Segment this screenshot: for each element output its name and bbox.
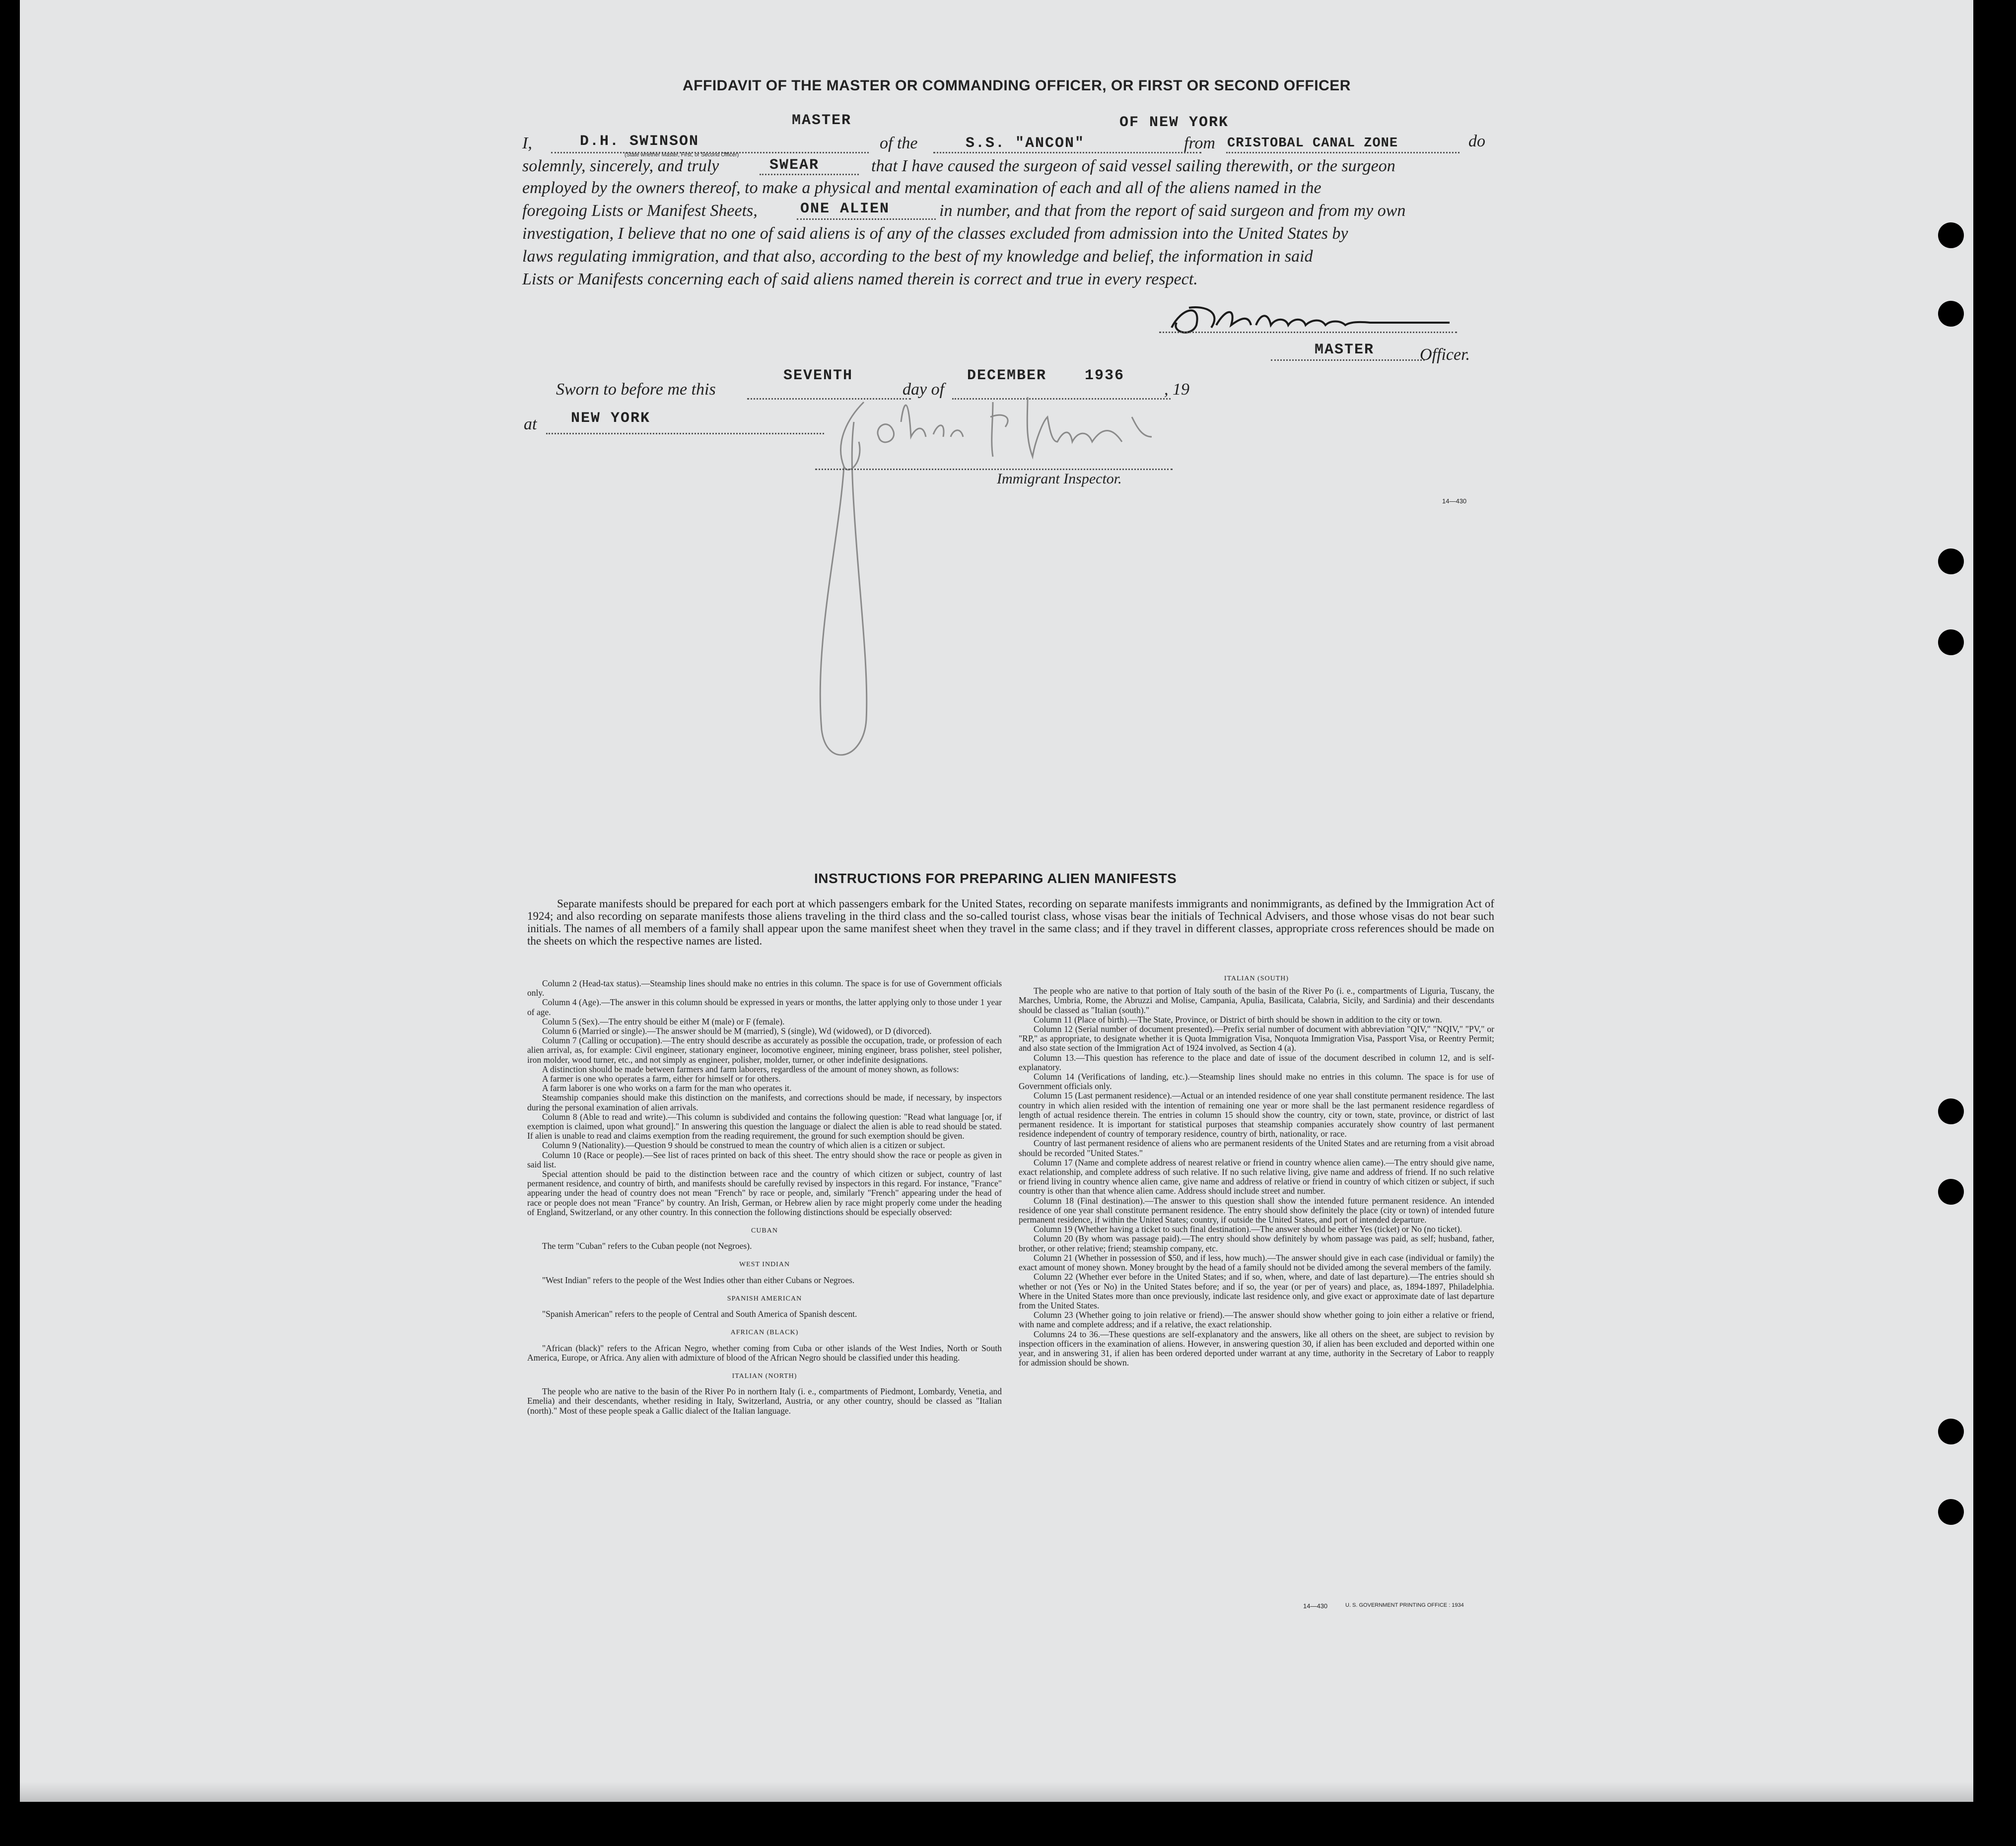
- african-text: "African (black)" refers to the African Negro, whether coming from Cuba or other islands of the West Indies, North or South America, Europe, or Africa. Any alien with admixture of blood of the African Negro should be classified under this heading.: [527, 1343, 1002, 1363]
- from-line: [1226, 152, 1460, 153]
- right-paragraph: Column 20 (By whom was passage paid).—The entry should show definitely by whom passage was paid, as self; husband, father, brother, or other relative; friend; steamship company, etc.: [1019, 1233, 1494, 1253]
- binder-hole: [1938, 548, 1964, 574]
- binder-hole: [1938, 301, 1964, 327]
- left-paragraph: Steamship companies should make this distinction on the manifests, and corrections should be made, if necessary, by inspectors during the personal examination of alien arrivals.: [527, 1093, 1002, 1112]
- right-paragraph: Column 12 (Serial number of document presented).—Prefix serial number of document with abbreviation "QIV," "NQIV," "PV," or "RP," as appropriate, to designate whether it is Quota Immigration Visa, Nonquota Immigration Visa, Passport Visa, or Reentry Permit; and also state section of the Immigration Act of 1924 involved, as Section 4 (a).: [1019, 1024, 1494, 1053]
- word-at: at: [524, 415, 537, 433]
- right-paragraph: Column 18 (Final destination).—The answer to this question shall show the intended future permanent residence. An intended residence of one year shall constitute permanent residence. The entry should show definitely the place (city or town) of intended future permanent residence, if within the United States; country, if outside the United States, and port of intended departure.: [1019, 1195, 1494, 1225]
- typed-day: SEVENTH: [783, 367, 853, 384]
- affidavit-title: AFFIDAVIT OF THE MASTER OR COMMANDING OFFICER, OR FIRST OR SECOND OFFICER: [683, 77, 1351, 94]
- word-19: , 19: [1164, 380, 1189, 399]
- small-note: (State whether Master, First, or Second Officer): [625, 152, 739, 158]
- inspector-line: [815, 469, 1173, 470]
- word-from: from: [1184, 134, 1215, 152]
- affidavit-text-3b: in number, and that from the report of said surgeon and from my own: [939, 202, 1406, 220]
- typed-vessel: S.S. "ANCON": [966, 135, 1085, 152]
- typed-oath: SWEAR: [769, 157, 820, 174]
- rank-line: [1271, 359, 1425, 361]
- spanish-american-text: "Spanish American" refers to the people of Central and South America of Spanish descent.: [542, 1309, 857, 1319]
- place-line: [546, 433, 824, 434]
- word-sworn: Sworn to before me this: [556, 380, 716, 399]
- spanish-american-heading: SPANISH AMERICAN: [727, 1295, 802, 1302]
- right-paragraph: Column 11 (Place of birth).—The State, Province, or District of birth should be shown in addition to the city or town.: [1034, 1014, 1442, 1025]
- word-i: I,: [522, 134, 532, 152]
- left-paragraph: Column 9 (Nationality).—Question 9 should be construed to mean the country of which alien is a citizen or subject.: [542, 1140, 945, 1151]
- left-paragraph: Special attention should be paid to the distinction between race and the country of which citizen or subject, country of last permanent residence, and country of birth, and manifests should be carefully revised by inspectors in this regard. For instance, "France" appearing under the head of country does not mean "French" by race or people, and, similarly "French" appearing under the head of race or people does not mean "France" by country. An Irish, German, or Hebrew alien by race might properly come under the heading of England, Switzerland, or any other country. In this connection the following distinctions should be especially observed:: [527, 1169, 1002, 1217]
- italian-south-heading: ITALIAN (SOUTH): [1224, 975, 1289, 982]
- right-paragraph: Column 19 (Whether having a ticket to such final destination).—The answer should be either Yes (ticket) or No (no ticket).: [1034, 1224, 1462, 1234]
- count-line: [797, 218, 936, 220]
- oath-line: [760, 174, 859, 175]
- affidavit-text-1: that I have caused the surgeon of said vessel sailing therewith, or the surgeon: [871, 157, 1395, 175]
- typed-month: DECEMBER: [967, 367, 1047, 384]
- manifest-sheet: [20, 0, 1973, 1787]
- binder-hole: [1938, 629, 1964, 655]
- typed-from: CRISTOBAL CANAL ZONE: [1227, 136, 1398, 151]
- word-day-of: day of: [903, 380, 945, 399]
- left-paragraph: Column 10 (Race or people).—See list of races printed on back of this sheet. The entry should show the race or people as given in said list.: [527, 1150, 1002, 1169]
- affidavit-line-4: investigation, I believe that no one of said aliens is of any of the classes excluded from admission into the United States by: [522, 224, 1348, 243]
- form-number: 14—430: [1442, 497, 1467, 505]
- binder-hole: [1938, 222, 1964, 248]
- right-paragraph: Column 13.—This question has reference to the place and date of issue of the document described in column 12, and is self-explanatory.: [1019, 1052, 1494, 1072]
- word-solemnly: solemnly, sincerely, and truly: [522, 157, 719, 175]
- master-signature: [1162, 298, 1455, 342]
- left-paragraph: Column 6 (Married or single).—The answer should be M (married), S (single), Wd (widowed), or D (divorced).: [542, 1026, 932, 1036]
- word-of-the: of the: [880, 134, 918, 152]
- footer-form-number: 14—430: [1303, 1602, 1328, 1610]
- typed-port: OF NEW YORK: [1119, 114, 1229, 131]
- binder-hole: [1938, 1179, 1964, 1205]
- left-paragraph: A distinction should be made between farmers and farm laborers, regardless of the amount of money shown, as follows:: [542, 1064, 959, 1074]
- affidavit-line-6: Lists or Manifests concerning each of said aliens named therein is correct and true in every respect.: [522, 270, 1198, 288]
- left-paragraph: Column 4 (Age).—The answer in this column should be expressed in years or months, the latter applying only to those under 1 year of age.: [527, 997, 1002, 1017]
- footer-printer: U. S. GOVERNMENT PRINTING OFFICE : 1934: [1345, 1602, 1464, 1608]
- word-do: do: [1468, 132, 1485, 150]
- cuban-text: The term "Cuban" refers to the Cuban people (not Negroes).: [542, 1241, 752, 1251]
- sheet-bottom-edge: [20, 1782, 1973, 1802]
- word-inspector: Immigrant Inspector.: [997, 471, 1122, 487]
- binder-hole: [1938, 1419, 1964, 1444]
- cuban-heading: CUBAN: [751, 1227, 778, 1235]
- african-heading: AFRICAN (BLACK): [730, 1329, 799, 1337]
- left-paragraph: A farmer is one who operates a farm, either for himself or for others.: [542, 1074, 781, 1084]
- typed-signer-rank: MASTER: [1315, 342, 1375, 358]
- right-paragraph: Column 14 (Verifications of landing, etc.).—Steamship lines should make no entries in this column. The space is for use of Government officials only.: [1019, 1072, 1494, 1092]
- instructions-left-column: [527, 979, 1002, 1416]
- right-paragraph: Country of last permanent residence of aliens who are permanent residents of the United States and are returning from a visit abroad should be recorded "United States.": [1019, 1138, 1494, 1158]
- typed-year: 1936: [1085, 367, 1125, 384]
- affidavit-text-3a: foregoing Lists or Manifest Sheets,: [522, 202, 758, 220]
- left-paragraph: Column 2 (Head-tax status).—Steamship lines should make no entries in this column. The space is for use of Government officials only.: [527, 978, 1002, 998]
- instructions-title: INSTRUCTIONS FOR PREPARING ALIEN MANIFESTS: [814, 871, 1177, 886]
- left-paragraph: Column 8 (Able to read and write).—This column is subdivided and contains the following question: "Read what language [or, if exemption is claimed, upon what ground]." In answering this question the language or dialect the alien is able to read should be stated. If alien is unable to read and claims exemption from the reading requirement, the ground for such exemption should be given.: [527, 1111, 1002, 1141]
- word-officer: Officer.: [1420, 345, 1470, 364]
- inspector-signature: [794, 342, 1182, 769]
- right-paragraph: Column 17 (Name and complete address of nearest relative or friend in country whence alien came).—The entry should give name, exact relationship, and complete address of such relative. If no such relative living, give name and address of friend. If no such relative or friend living in country whence alien came, give name and address of relative or friend in country of which citizen or subject, if such country is other than that whence alien came. Address should include street and number.: [1019, 1157, 1494, 1196]
- signature-line: [1159, 332, 1457, 333]
- right-paragraph: Column 22 (Whether ever before in the United States; and if so, when, where, and date of last departure).—The entries should sh whether or not (Yes or No) in the United States before; and if so, the year (or per of years) and place, as, 1894-1897, Philadelphia. Where in the United States more than once previously, indicate last residence only, and give exact or approximate date of last departure from the United States.: [1019, 1272, 1494, 1310]
- left-paragraph: A farm laborer is one who works on a farm for the man who operates it.: [542, 1083, 792, 1094]
- italian-north-text: The people who are native to the basin of the River Po in northern Italy (i. e., compartments of Piedmont, Lombardy, Venetia, and Emelia) and their descendants, whether residing in Italy, Switzerland, Austria, or any other country, should be classed as "Italian (north)." Most of these people speak a Gallic dialect of the Italian language.: [527, 1386, 1002, 1416]
- binder-hole: [1938, 1499, 1964, 1525]
- left-paragraph: Column 5 (Sex).—The entry should be either M (male) or F (female).: [542, 1016, 785, 1026]
- affidavit-line-2: employed by the owners thereof, to make a physical and mental examination of each and all of the aliens named in the: [522, 179, 1321, 197]
- typed-name: D.H. SWINSON: [580, 133, 699, 150]
- vessel-line: [933, 152, 1201, 153]
- right-paragraph: Column 21 (Whether in possession of $50, and if less, how much).—The answer should give in each case (individual or family) the exact amount of money shown. Money brought by the head of a family should not be divided among the several members of the family.: [1019, 1252, 1494, 1273]
- typed-count: ONE ALIEN: [800, 201, 890, 217]
- right-paragraph: Column 15 (Last permanent residence).—Actual or an intended residence of one year shall constitute permanent residence. The last country in which alien resided with the intention of remaining one year or more shall be the last permanent residence regardless of length of actual residence therein. The entries in column 15 should show the country, city or town, state, province, or district of last permanent residence. It is important for statistical purposes that steamship companies accurately show country of last permanent residence independent of country of temporary residence, country of birth, nationality, or race.: [1019, 1091, 1494, 1139]
- instructions-intro: Separate manifests should be prepared for each port at which passengers embark for the United States, recording on separate manifests immigrants and nonimmigrants, as defined by the Immigration Act of 1924; and also recording on separate manifests those aliens traveling in the third class and the so-called tourist class, whose visas bear the initials of Technical Advisers, and those whose visas do not bear such initials. The names of all members of a family shall appear upon the same manifest sheet when they travel in the same class; and if they travel in different classes, appropriate cross references should be made on the sheets on which the respective names are listed.: [527, 897, 1494, 947]
- left-paragraph: Column 7 (Calling or occupation).—The entry should describe as accurately as possible the occupation, trade, or profession of each alien arrival, as, for example: Civil engineer, stationary engineer, locomotive engineer, mining engineer, brass polisher, steel polisher, iron molder, wood turner, etc., and not simply as engineer, polisher, molder, turner, or other indefinite designations.: [527, 1035, 1002, 1065]
- instructions-right-column: [1019, 974, 1494, 1367]
- right-paragraph: Columns 24 to 36.—These questions are self-explanatory and the answers, like all others on the sheet, are subject to revision by inspection officers in the examination of aliens. However, in answering question 30, if alien has been excluded and deported within one year, and in answering 31, if alien has been ordered deported under warrant at any time, authority in the Secretary of Labor to reapply for admission should be shown.: [1019, 1329, 1494, 1368]
- italian-north-heading: ITALIAN (NORTH): [732, 1372, 797, 1380]
- binder-hole: [1938, 1098, 1964, 1124]
- typed-place: NEW YORK: [571, 410, 651, 427]
- right-paragraph: The people who are native to that portion of Italy south of the basin of the River Po (i. e., compartments of Liguria, Tuscany, the Marches, Umbria, Rome, the Abruzzi and Molise, Campania, Apulia, Basilicata, Calabria, Sicily, and Sardinia) and their descendants should be classed as "Italian (south).": [1019, 986, 1494, 1015]
- typed-rank: MASTER: [792, 112, 852, 129]
- west-indian-text: "West Indian" refers to the people of the West Indies other than either Cubans or Negroes.: [542, 1275, 855, 1285]
- affidavit-line-5: laws regulating immigration, and that also, according to the best of my knowledge and belief, the information in said: [522, 247, 1313, 266]
- right-paragraph: Column 23 (Whether going to join relative or friend).—The answer should show whether going to join either a relative or friend, with name and complete address; and if a relative, the exact relationship.: [1019, 1310, 1494, 1330]
- west-indian-heading: WEST INDIAN: [739, 1261, 790, 1269]
